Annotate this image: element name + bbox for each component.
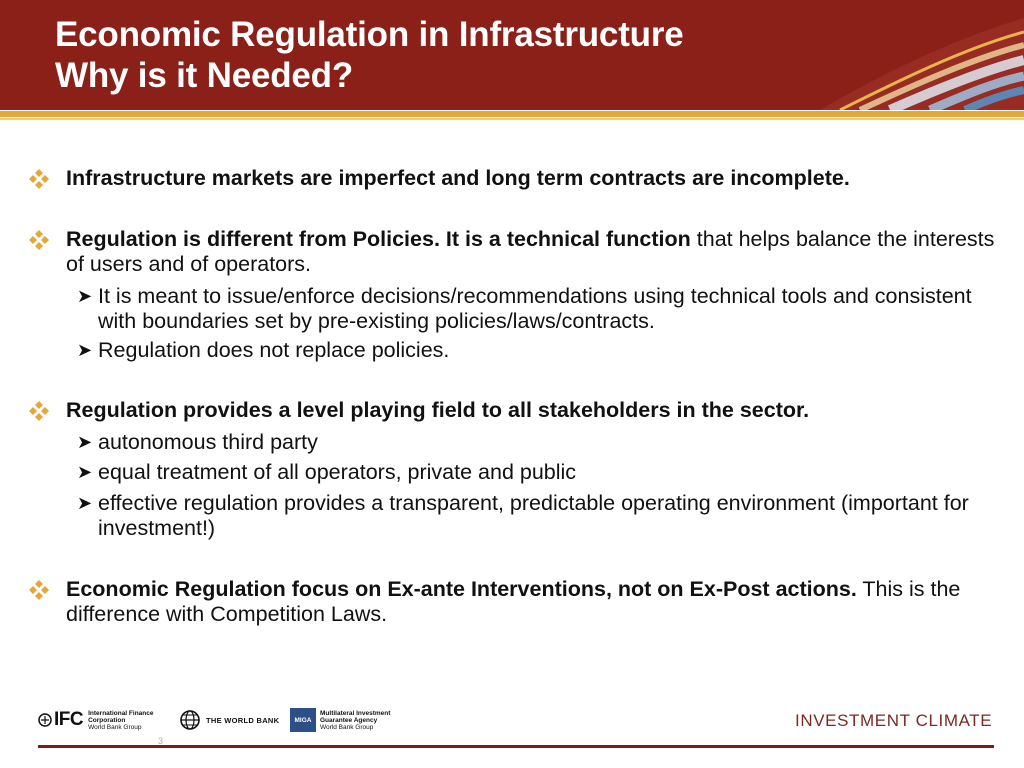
globe-icon <box>180 710 200 730</box>
slide-title <box>55 14 684 96</box>
four-diamond-icon <box>28 168 50 190</box>
header-gold-rule <box>0 111 1024 117</box>
arrow-bullet-icon: ➤ <box>77 340 93 360</box>
miga-logo <box>290 706 406 734</box>
investment-climate-label: INVESTMENT CLIMATE <box>795 711 993 730</box>
ifc-mark: IFC <box>54 709 84 730</box>
bullet-text: that helps balance the interests of users and of operators. <box>66 227 995 276</box>
sub-bullet-item <box>77 338 998 363</box>
miga-mark: MIGA <box>290 708 316 732</box>
miga-name-block <box>320 710 406 731</box>
sub-bullet-item <box>77 460 998 485</box>
sub-bullet-item <box>77 430 998 455</box>
sub-bullet-item <box>77 284 998 334</box>
sub-bullet-text: equal treatment of all operators, private and public <box>98 460 577 484</box>
bullet-text: This is the difference with Competition Laws. <box>66 577 961 626</box>
sub-bullet-item <box>77 491 998 541</box>
ifc-group: World Bank Group <box>88 723 142 731</box>
ifc-name: International Finance Corporation <box>88 709 154 724</box>
bullet-item <box>66 227 1011 277</box>
bullet-bold-text: Regulation provides a level playing field to all stakeholders in the sector. <box>66 398 810 422</box>
sub-bullet-text: It is meant to issue/enforce decisions/recommendations using technical tools and consistent with boundaries set by pre-existing policies/laws/contracts. <box>98 284 972 333</box>
bullet-item <box>66 577 1011 627</box>
page-number: 3 <box>158 736 164 746</box>
arrow-bullet-icon: ➤ <box>77 462 93 482</box>
miga-group: World Bank Group <box>320 723 374 731</box>
bullet-bold-text: Regulation is different from Policies. It is a technical function <box>66 227 691 251</box>
four-diamond-icon <box>28 229 50 251</box>
sub-bullet-text: effective regulation provides a transparent, predictable operating environment (important for investment!) <box>98 491 969 540</box>
ifc-name-block <box>88 710 160 731</box>
sub-bullet-text: Regulation does not replace policies. <box>98 338 450 362</box>
bullet-bold-text: Infrastructure markets are imperfect and long term contracts are incomplete. <box>66 166 850 190</box>
four-diamond-icon <box>28 400 50 422</box>
worldbank-name: THE WORLD BANK <box>206 715 280 725</box>
miga-name: Multilateral Investment Guarantee Agency <box>320 709 391 724</box>
arrow-bullet-icon: ➤ <box>77 493 93 513</box>
arrow-bullet-icon: ➤ <box>77 432 93 452</box>
footer-rule <box>38 745 994 748</box>
bullet-bold-text: Economic Regulation focus on Ex-ante Interventions, not on Ex-Post actions. <box>66 577 857 601</box>
bullet-item <box>66 166 1011 191</box>
ifc-logo <box>38 706 160 734</box>
header-gold-rule-thin <box>0 118 1024 120</box>
slide-header <box>0 0 1024 110</box>
bullet-item <box>66 398 1011 423</box>
title-line-1: Economic Regulation in Infrastructure <box>55 15 684 54</box>
worldbank-logo <box>180 706 279 734</box>
title-line-2: Why is it Needed? <box>55 56 354 95</box>
sub-bullet-text: autonomous third party <box>98 430 318 454</box>
four-diamond-icon <box>28 579 50 601</box>
ifc-emblem-icon <box>38 713 52 727</box>
arrow-bullet-icon: ➤ <box>77 286 93 306</box>
